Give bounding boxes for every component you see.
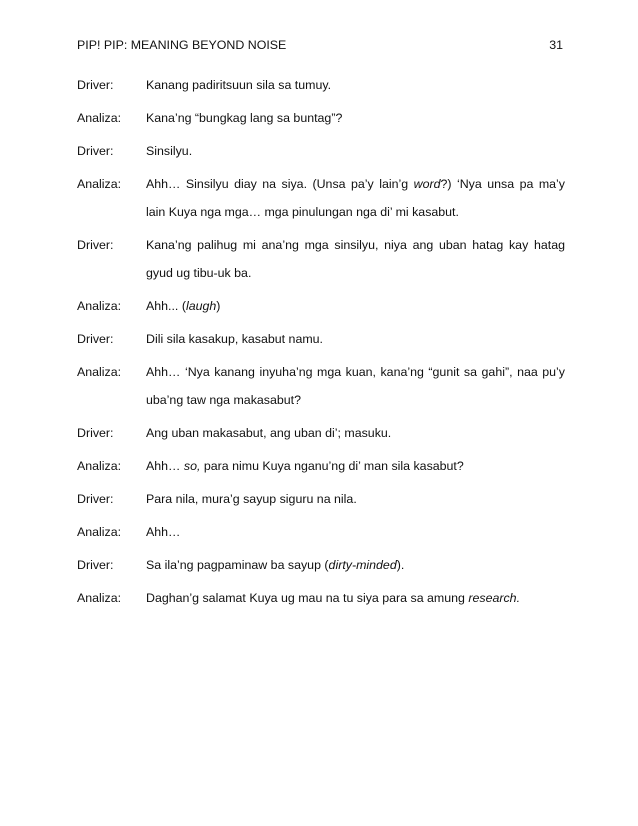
speech-text — [146, 326, 565, 352]
text-run: Kanang padiritsuun sila sa tumuy. — [146, 78, 332, 92]
speech-line — [146, 519, 565, 545]
speaker-label: Analiza: — [77, 525, 122, 539]
speaker-label: Driver: — [77, 426, 114, 440]
transcript-turn — [77, 78, 565, 98]
speaker-label: Driver: — [77, 238, 114, 252]
text-run: Ang uban makasabut, ang uban di’; masuku. — [146, 426, 392, 440]
text-run: Sa ila’ng pagpaminaw ba sayup ( — [146, 558, 329, 572]
speech-line — [146, 293, 565, 319]
speaker-label: Analiza: — [77, 591, 122, 605]
transcript-turn — [77, 525, 565, 545]
speech-text — [146, 552, 565, 578]
speech-text — [146, 453, 565, 479]
italic-term: laugh — [185, 299, 217, 313]
speech-line — [146, 105, 565, 131]
transcript-turn — [77, 238, 565, 286]
speaker-label: Driver: — [77, 144, 114, 158]
speaker-label: Driver: — [77, 332, 114, 346]
text-run: Kana’ng palihug mi ana’ng mga sinsilyu, niya ang uban hatag kay hatag — [146, 238, 565, 252]
speech-line — [146, 453, 565, 479]
speech-text — [146, 519, 565, 545]
speech-text — [146, 232, 565, 286]
speech-line — [146, 420, 565, 446]
speaker-label: Analiza: — [77, 365, 122, 379]
text-run: para nimu Kuya nganu’ng di’ man sila kasabut? — [200, 459, 464, 473]
transcript-turn — [77, 111, 565, 131]
text-run: Ahh… — [146, 525, 181, 539]
speech-text — [146, 585, 565, 611]
speech-text — [146, 105, 565, 131]
speech-line — [146, 486, 565, 512]
text-run: ?) ‘Nya unsa pa ma’y — [440, 177, 565, 191]
transcript-turn — [77, 492, 565, 512]
italic-term: research. — [468, 591, 521, 605]
transcript-turn — [77, 426, 565, 446]
text-run: Ahh… ‘Nya kanang inyuha’ng mga kuan, kana’ng “gunit sa gahi”, naa pu’y — [146, 365, 565, 379]
italic-term: dirty-minded — [328, 558, 397, 572]
speech-line — [146, 585, 565, 611]
speech-text — [146, 359, 565, 413]
transcript-turn — [77, 177, 565, 225]
speaker-label: Analiza: — [77, 299, 122, 313]
speaker-label: Driver: — [77, 492, 114, 506]
transcript-turn — [77, 365, 565, 413]
text-run: Ahh… Sinsilyu diay na siya. (Unsa pa’y lain’g — [146, 177, 414, 191]
speech-line — [146, 72, 565, 98]
speech-text — [146, 420, 565, 446]
speech-line — [146, 199, 565, 225]
text-run: lain Kuya nga mga… mga pinulungan nga di’ mi kasabut. — [146, 205, 459, 219]
transcript-turn — [77, 332, 565, 352]
transcript-turn — [77, 144, 565, 164]
speaker-label: Analiza: — [77, 177, 122, 191]
text-run: Sinsilyu. — [146, 144, 193, 158]
speech-line — [146, 171, 565, 197]
speech-text — [146, 171, 565, 225]
page-number: 31 — [549, 38, 563, 52]
italic-term: so, — [183, 459, 201, 473]
text-run: Daghan’g salamat Kuya ug mau na tu siya para sa amung — [146, 591, 469, 605]
speech-line — [146, 232, 565, 258]
interview-transcript — [77, 78, 565, 624]
text-run: gyud ug tibu-uk ba. — [146, 266, 252, 280]
text-run: Ahh... ( — [146, 299, 186, 313]
speech-line — [146, 552, 565, 578]
text-run: Ahh… — [146, 459, 184, 473]
speech-line — [146, 359, 565, 385]
text-run: uba’ng taw nga makasabut? — [146, 393, 301, 407]
speaker-label: Driver: — [77, 558, 114, 572]
speech-line — [146, 387, 565, 413]
header-title: PIP! PIP: MEANING BEYOND NOISE — [77, 38, 287, 52]
transcript-turn — [77, 558, 565, 578]
transcript-turn — [77, 299, 565, 319]
speech-text — [146, 293, 565, 319]
speech-text — [146, 486, 565, 512]
speaker-label: Driver: — [77, 78, 114, 92]
speaker-label: Analiza: — [77, 111, 122, 125]
speech-text — [146, 138, 565, 164]
text-run: ) — [216, 299, 221, 313]
text-run: Dili sila kasakup, kasabut namu. — [146, 332, 323, 346]
speech-line — [146, 326, 565, 352]
text-run: Para nila, mura’g sayup siguru na nila. — [146, 492, 357, 506]
speech-text — [146, 72, 565, 98]
speech-line — [146, 138, 565, 164]
speaker-label: Analiza: — [77, 459, 122, 473]
running-header — [77, 38, 563, 52]
transcript-turn — [77, 591, 565, 611]
italic-term: word — [413, 177, 441, 191]
text-run: ). — [396, 558, 405, 572]
text-run: Kana’ng “bungkag lang sa buntag”? — [146, 111, 343, 125]
speech-line — [146, 260, 565, 286]
transcript-turn — [77, 459, 565, 479]
